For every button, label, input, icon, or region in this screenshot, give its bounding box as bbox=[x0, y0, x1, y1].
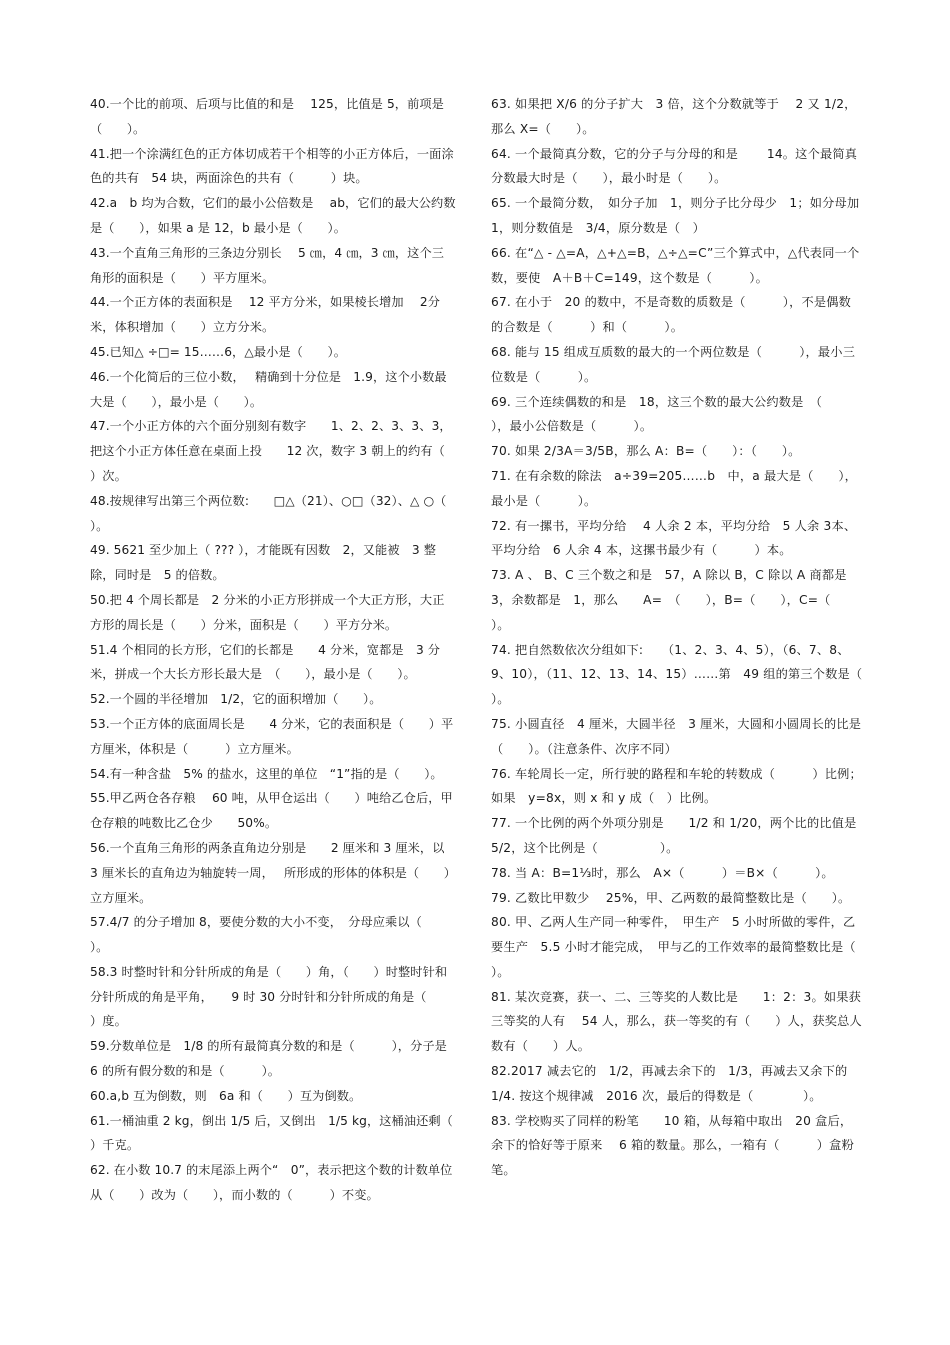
question-68: 68. 能与 15 组成互质数的最大的一个两位数是（ ），最小三位数是（ ）。 bbox=[491, 344, 856, 384]
question-64: 64. 一个最简真分数，它的分子与分母的和是 14。这个最简真分数最大时是（ ），最小时是（ ）。 bbox=[491, 146, 858, 186]
question-44: 44.一个正方体的表面积是 12 平方分米，如果棱长增加 2分米，体积增加（ ）立方分米。 bbox=[90, 295, 441, 335]
question-73: 73. A 、 B、C 三个数之和是 57，A 除以 B，C 除以 A 商都是3，余数都是 1，那么 A= （ ），B=（ ），C=（ ）。 bbox=[491, 568, 856, 632]
question-51: 51.4 个相同的长方形，它们的长都是 4 分米，宽都是 3 分米，拼成一个大长方形长最大是 （ ），最小是（ ）。 bbox=[90, 642, 441, 682]
question-55: 55.甲乙两仓各存粮 60 吨，从甲仓运出（ ）吨给乙仓后，甲仓存粮的吨数比乙仓少 50%。 bbox=[90, 791, 453, 831]
question-42: 42.a b 均为合数，它们的最小公倍数是 ab，它们的最大公约数是（ ），如果 a 是 12，b 最小是（ ）。 bbox=[90, 196, 456, 235]
question-76: 76. 车轮周长一定，所行驶的路程和车轮的转数成（ ）比例；如果 y=8x，则 x 和 y 成（ ）比例。 bbox=[491, 766, 862, 806]
question-49: 49. 5621 至少加上（ ??? ），才能既有因数 2，又能被 3 整除，同时是 5 的倍数。 bbox=[90, 543, 437, 583]
question-40: 40.一个比的前项、后项与比值的和是 125，比值是 5，前项是（ ）。 bbox=[90, 97, 444, 136]
question-59: 59.分数单位是 1/8 的所有最简真分数的和是（ ），分子是 6 的所有假分数的和是（ ）。 bbox=[90, 1039, 447, 1079]
question-81: 81. 某次竞赛，获一、二、三等奖的人数比是 1：2：3。如果获三等奖的人有 54 人，那么，获一等奖的有（ ）人，获奖总人数有（ ）人。 bbox=[491, 989, 862, 1054]
question-46: 46.一个化简后的三位小数， 精确到十分位是 1.9，这个小数最大是（ ），最小是（ ）。 bbox=[90, 369, 447, 409]
question-82: 82.2017 减去它的 1/2，再减去余下的 1/3，再减去又余下的 1/4. 按这个规律减 2016 次，最后的得数是（ ）。 bbox=[491, 1064, 848, 1103]
question-67: 67. 在小于 20 的数中，不是奇数的质数是（ ），不是偶数的合数是（ ）和（ ）。 bbox=[491, 295, 852, 335]
question-48: 48.按规律写出第三个两位数: □△（21）、○□（32）、△ ○（ ）。 bbox=[90, 493, 472, 533]
left-question-column bbox=[90, 92, 490, 1208]
question-53: 53.一个正方体的底面周长是 4 分米，它的表面积是（ ）平方厘米，体积是（ ）立方厘米。 bbox=[90, 716, 454, 756]
question-79: 79. 乙数比甲数少 25%，甲、乙两数的最简整数比是（ ）。 bbox=[491, 890, 851, 905]
question-69: 69. 三个连续偶数的和是 18，这三个数的最大公约数是 （ ），最小公倍数是（ ）。 bbox=[491, 394, 847, 434]
question-77: 77. 一个比例的两个外项分别是 1/2 和 1/20，两个比的比值是 5/2，这个比例是（ ）。 bbox=[491, 816, 857, 855]
question-74: 74. 把自然数依次分组如下: （1、2、3、4、5），（6、7、8、9、10），（11、12、13、14、15）……第 49 组的第三个数是（ ）。 bbox=[491, 642, 888, 707]
question-71: 71. 在有余数的除法 a÷39=205……b 中，a 最大是（ ），最小是（ ）。 bbox=[491, 468, 858, 508]
question-78: 78. 当 A：B=1⅓时，那么 A×（ ）＝B×（ ）。 bbox=[491, 865, 834, 880]
question-47: 47.一个小正方体的六个面分别刻有数字 1、2、2、3、3、3，把这个小正方体任意在桌面上投 12 次，数字 3 朝上的约有（ ）次。 bbox=[90, 419, 470, 483]
question-54: 54.有一种含盐 5% 的盐水，这里的单位 “1”指的是（ ）。 bbox=[90, 766, 443, 781]
question-63: 63. 如果把 X/6 的分子扩大 3 倍，这个分数就等于 2 又 1/2，那么 X=（ ）。 bbox=[491, 97, 857, 136]
question-52: 52.一个圆的半径增加 1/2，它的面积增加（ ）。 bbox=[90, 692, 382, 707]
question-50: 50.把 4 个周长都是 2 分米的小正方形拼成一个大正方形，大正方形的周长是（ ）分米，面积是（ ）平方分米。 bbox=[90, 592, 445, 632]
question-61: 61.一桶油重 2 kg，倒出 1/5 后，又倒出 1/5 kg，这桶油还剩（ ）千克。 bbox=[90, 1113, 490, 1153]
question-58: 58.3 时整时针和分针所成的角是（ ）角，（ ）时整时针和分针所成的角是平角， 9 时 30 分时针和分针所成的角是（ ）度。 bbox=[90, 964, 452, 1029]
question-43: 43.一个直角三角形的三条边分别长 5 ㎝，4 ㎝，3 ㎝，这个三角形的面积是（ ）平方厘米。 bbox=[90, 245, 445, 285]
question-70: 70. 如果 2/3A＝3/5B，那么 A：B=（ ）：（ ）。 bbox=[491, 444, 801, 459]
question-60: 60.a,b 互为倒数，则 6a 和（ ）互为倒数。 bbox=[90, 1088, 362, 1103]
question-72: 72. 有一摞书，平均分给 4 人余 2 本，平均分给 5 人余 3本、平均分给 6 人余 4 本，这摞书最少有（ ）本。 bbox=[491, 518, 857, 558]
question-62: 62. 在小数 10.7 的末尾添上两个“ 0”，表示把这个数的计数单位从（ ）改为（ ），而小数的（ ）不变。 bbox=[90, 1163, 453, 1203]
question-56: 56.一个直角三角形的两条直角边分别是 2 厘米和 3 厘米，以 3 厘米长的直角边为轴旋转一周， 所形成的形体的体积是（ ）立方厘米。 bbox=[90, 840, 450, 905]
question-65: 65. 一个最简分数， 如分子加 1，则分子比分母少 1；如分母加 1，则分数值是 3/4，原分数是（ ） bbox=[491, 196, 860, 235]
question-75: 75. 小圆直径 4 厘米，大圆半径 3 厘米，大圆和小圆周长的比是（ ）。（注意条件、次序不同） bbox=[491, 716, 862, 756]
question-41: 41.把一个涂满红色的正方体切成若干个相等的小正方体后，一面涂色的共有 54 块，两面涂色的共有（ ）块。 bbox=[90, 146, 454, 186]
question-57: 57.4/7 的分子增加 8，要使分数的大小不变， 分母应乘以（ ）。 bbox=[90, 915, 447, 955]
question-80: 80. 甲、乙两人生产同一种零件， 甲生产 5 小时所做的零件，乙要生产 5.5 小时才能完成， 甲与乙的工作效率的最简整数比是（ ）。 bbox=[491, 915, 881, 979]
question-45: 45.已知△ ÷□= 15……6，△最小是（ ）。 bbox=[90, 344, 347, 359]
question-66: 66. 在“△ - △=A，△+△=B，△÷△=C”三个算式中，△代表同一个数，要使 A＋B＋C=149，这个数是（ ）。 bbox=[491, 245, 860, 285]
right-question-column bbox=[491, 92, 888, 1183]
question-83: 83. 学校购买了同样的粉笔 10 箱，从每箱中取出 20 盒后，余下的恰好等于原来 6 箱的数量。那么，一箱有（ ）盒粉笔。 bbox=[491, 1113, 854, 1178]
